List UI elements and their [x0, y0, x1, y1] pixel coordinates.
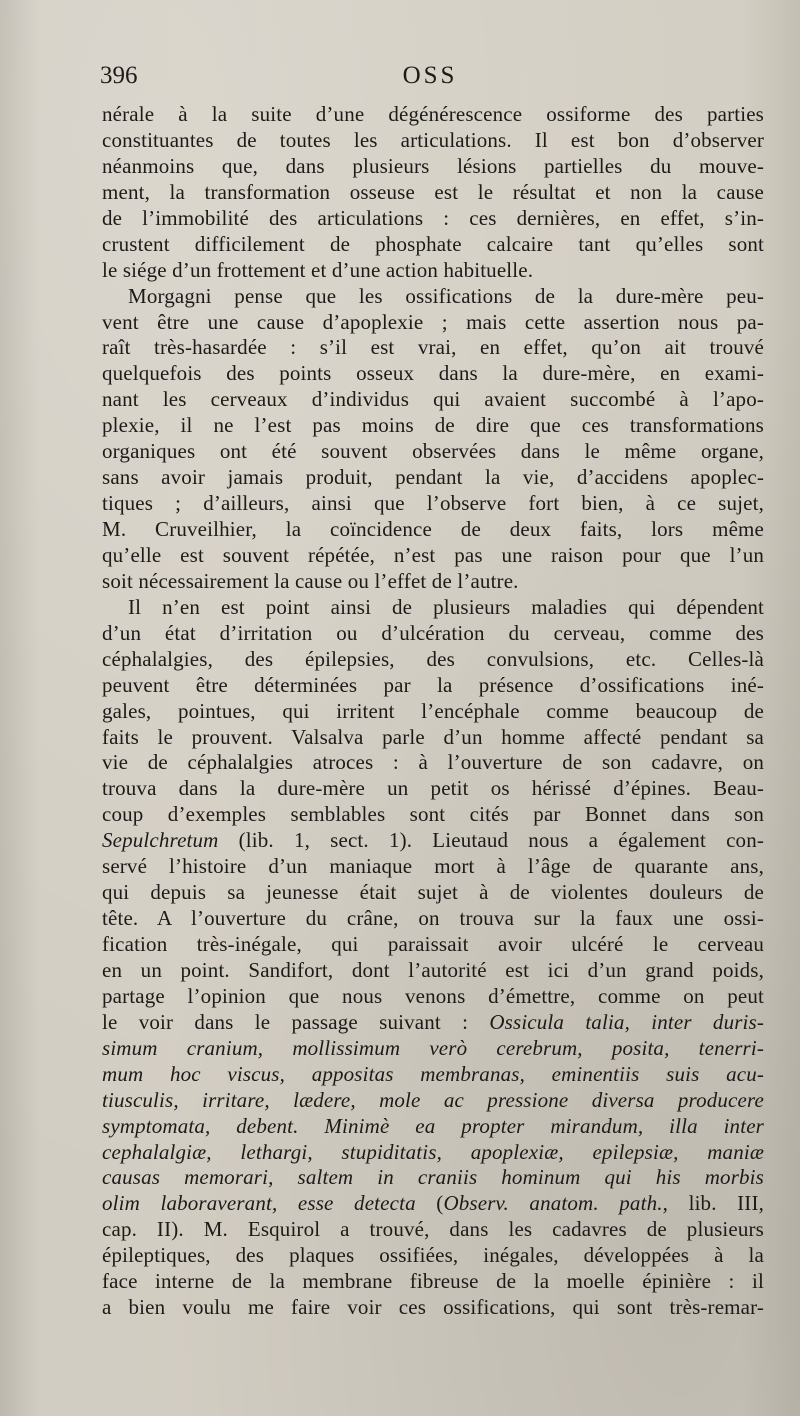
text-segment: cap. II). M. Esquirol a trouvé, dans les cadavres de plusieurs	[102, 1217, 764, 1242]
text-segment: fication très-inégale, qui paraissait avoir ulcéré le cerveau	[102, 932, 764, 956]
page-number: 396	[100, 62, 138, 89]
text-line	[102, 673, 764, 699]
text-segment: vie de céphalalgies atroces : à l’ouverture de son cadavre, on	[102, 750, 764, 775]
text-line	[102, 569, 764, 595]
body-text	[102, 102, 764, 1321]
text-line	[102, 1269, 764, 1295]
text-line	[102, 1010, 764, 1036]
text-line	[102, 647, 764, 673]
text-segment: en un point. Sandifort, dont l’autorité est ici d’un grand poids,	[102, 957, 764, 982]
text-line	[102, 1140, 764, 1166]
italic-text: olim laboraverant, esse detecta	[102, 1191, 416, 1216]
text-line	[102, 439, 764, 465]
text-segment: vent être une cause d’apoplexie ; mais cette assertion nous pa-	[102, 309, 764, 334]
text-line	[102, 517, 764, 543]
text-line	[102, 1114, 764, 1140]
text-segment: quelquefois des points osseux dans la dure-mère, en exami-	[102, 361, 764, 386]
text-segment: qui depuis sa jeunesse était sujet à de violentes douleurs de	[102, 880, 764, 905]
text-line	[102, 880, 764, 906]
text-line	[102, 776, 764, 802]
text-line	[102, 206, 764, 232]
text-segment: soit nécessairement la cause ou l’effet de l’autre.	[102, 568, 519, 593]
text-line	[102, 1088, 764, 1114]
text-line	[102, 621, 764, 647]
italic-text: simum cranium, mollissimum verò cerebrum, posita, tenerri-	[102, 1035, 764, 1060]
text-line	[102, 361, 764, 387]
text-line	[102, 1036, 764, 1062]
text-line	[102, 1191, 764, 1217]
text-line	[102, 854, 764, 880]
italic-text: Observ. anatom. path.	[443, 1191, 663, 1216]
text-segment: gales, pointues, qui irritent l’encéphale comme beaucoup de	[102, 698, 764, 723]
text-segment: a bien voulu me faire voir ces ossifications, qui sont très-remar-	[102, 1295, 764, 1320]
text-segment: , lib. III,	[662, 1191, 764, 1216]
text-line	[102, 906, 764, 932]
text-segment: plexie, il ne l’est pas moins de dire que ces transformations	[102, 413, 764, 438]
text-segment: raît très-hasardée : s’il est vrai, en effet, qu’on ait trouvé	[102, 335, 764, 360]
text-line	[102, 413, 764, 439]
text-segment: Il n’en est point ainsi de plusieurs maladies qui dépendent	[128, 594, 764, 619]
text-line	[102, 984, 764, 1010]
text-line	[102, 1217, 764, 1243]
text-line	[102, 725, 764, 751]
text-line	[102, 128, 764, 154]
text-segment: de l’immobilité des articulations : ces dernières, en effet, s’in-	[102, 205, 764, 230]
text-line	[102, 750, 764, 776]
text-segment: (	[415, 1191, 444, 1216]
text-segment: nant les cerveaux d’individus qui avaient succombé à l’apo-	[102, 387, 764, 412]
text-line	[102, 1062, 764, 1088]
text-line	[102, 932, 764, 958]
text-line	[102, 232, 764, 258]
text-line	[102, 284, 764, 310]
text-line	[102, 699, 764, 725]
italic-text: Ossicula talia, inter duris-	[489, 1009, 764, 1034]
text-segment: ment, la transformation osseuse est le résultat et non la cause	[102, 179, 764, 204]
text-line	[102, 465, 764, 491]
text-segment: face interne de la membrane fibreuse de la moelle épinière : il	[102, 1269, 764, 1294]
text-segment: Morgagni pense que les ossifications de la dure-mère peu-	[128, 283, 764, 308]
text-segment: épileptiques, des plaques ossifiées, inégales, développées à la	[102, 1243, 764, 1268]
text-line	[102, 102, 764, 128]
text-line	[102, 491, 764, 517]
text-segment: trouva dans la dure-mère un petit os hérissé d’épines. Beau-	[102, 776, 764, 801]
text-segment: partage l’opinion que nous venons d’émettre, comme on peut	[102, 983, 764, 1008]
text-segment: constituantes de toutes les articulations. Il est bon d’observer	[102, 127, 764, 152]
text-segment: qu’elle est souvent répétée, n’est pas une raison pour que l’un	[102, 542, 764, 567]
text-line	[102, 1295, 764, 1321]
text-line	[102, 1243, 764, 1269]
text-line	[102, 802, 764, 828]
running-head	[100, 62, 760, 96]
italic-text: Sepulchretum	[102, 828, 219, 853]
text-line	[102, 258, 764, 284]
text-line	[102, 595, 764, 621]
text-segment: M. Cruveilhier, la coïncidence de deux faits, lors même	[102, 517, 764, 541]
text-segment: tête. A l’ouverture du crâne, on trouva sur la faux une ossi-	[102, 906, 764, 931]
italic-text: tiusculis, irritare, lædere, mole ac pressione diversa producere	[102, 1087, 764, 1112]
text-line	[102, 543, 764, 569]
text-segment: d’un état d’irritation ou d’ulcération du cerveau, comme des	[102, 620, 764, 645]
text-segment: le voir dans le passage suivant :	[102, 1009, 490, 1034]
text-segment: crustent difficilement de phosphate calcaire tant qu’elles sont	[102, 231, 764, 256]
text-line	[102, 154, 764, 180]
text-segment: (lib. 1, sect. 1). Lieutaud nous a également con-	[218, 828, 764, 853]
italic-text: cephalalgiæ, lethargi, stupiditatis, apoplexiæ, epilepsiæ, maniæ	[102, 1139, 764, 1164]
italic-text: causas memorari, saltem in craniis hominum qui his morbis	[102, 1165, 764, 1190]
text-segment: coup d’exemples semblables sont cités par Bonnet dans son	[102, 802, 764, 827]
text-segment: le siége d’un frottement et d’une action habituelle.	[102, 257, 534, 282]
italic-text: mum hoc viscus, appositas membranas, eminentiis suis acu-	[102, 1061, 764, 1086]
text-line	[102, 387, 764, 413]
text-segment: céphalalgies, des épilepsies, des convulsions, etc. Celles-là	[102, 646, 764, 671]
running-title: OSS	[402, 62, 458, 89]
text-segment: sans avoir jamais produit, pendant la vie, d’accidens apoplec-	[102, 465, 764, 490]
text-line	[102, 828, 764, 854]
italic-text: symptomata, debent. Minimè ea propter mirandum, illa inter	[102, 1113, 764, 1138]
text-line	[102, 180, 764, 206]
text-line	[102, 1165, 764, 1191]
text-segment: néanmoins que, dans plusieurs lésions partielles du mouve-	[102, 153, 764, 178]
text-line	[102, 335, 764, 361]
text-segment: organiques ont été souvent observées dans le même organe,	[102, 439, 764, 464]
text-segment: faits le prouvent. Valsalva parle d’un homme affecté pendant sa	[102, 724, 764, 749]
text-segment: tiques ; d’ailleurs, ainsi que l’observe fort bien, à ce sujet,	[102, 491, 764, 516]
text-segment: peuvent être déterminées par la présence d’ossifications iné-	[102, 672, 764, 697]
text-line	[102, 958, 764, 984]
text-segment: nérale à la suite d’une dégénérescence ossiforme des parties	[102, 102, 764, 126]
text-line	[102, 310, 764, 336]
text-segment: servé l’histoire d’un maniaque mort à l’âge de quarante ans,	[102, 854, 764, 879]
